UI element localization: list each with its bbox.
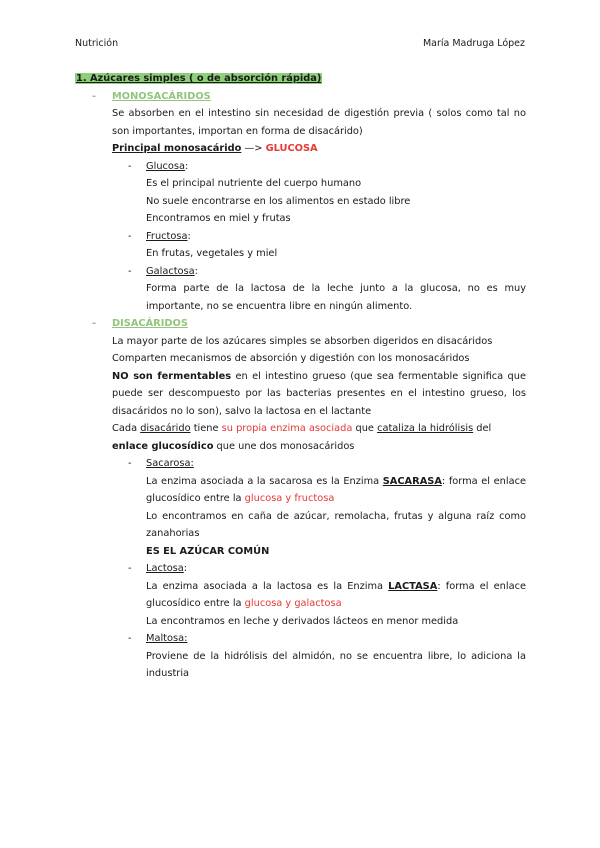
item-line: Proviene de la hidrólisis del almidón, no se encuentra libre, lo adiciona la industria: [146, 650, 526, 679]
document-body: [75, 70, 526, 683]
principal-mono-line: [75, 140, 526, 158]
di-paragraph-fermentables: [75, 368, 526, 421]
item-line: Encontramos en miel y frutas: [146, 213, 291, 224]
page-header: [75, 35, 525, 49]
text-run: Cada: [112, 423, 141, 434]
bullet-dash: -: [128, 230, 132, 242]
arrow: —>: [241, 143, 266, 154]
bullet-dash: -: [128, 458, 132, 469]
item-name: Glucosa: [146, 160, 186, 172]
sacarosa-enzyme-line: [75, 473, 526, 508]
underlined-phrase: disacárido: [140, 423, 191, 434]
list-item-sacarosa: [75, 455, 526, 473]
bullet-dash: -: [128, 563, 132, 574]
di-paragraph: La mayor parte de los azúcares simples se absorben digeridos en disacáridos: [112, 335, 493, 347]
enzyme-name: LACTASA: [388, 580, 438, 592]
principal-value: GLUCOSA: [265, 143, 318, 154]
subheading-label: DISACÁRIDOS: [112, 318, 188, 329]
subheading-disacaridos: [75, 315, 526, 333]
text-run: del: [473, 423, 492, 434]
enzyme-name: SACARASA: [382, 475, 442, 487]
bullet-dash: -: [92, 90, 97, 102]
text-run: La enzima asociada a la sacarosa es la Enzima: [146, 475, 383, 487]
mono-intro: Se absorben en el intestino sin necesidad de digestión previa ( solos como tal no son importantes, importan en forma de disacárido): [112, 108, 526, 137]
text-run: : forma el enlace glucosídico entre la: [146, 580, 526, 609]
text-run: La enzima asociada a la lactosa es la Enzima: [146, 580, 389, 592]
text-run: : forma el enlace glucosídico entre la: [146, 475, 526, 504]
item-name: Sacarosa:: [146, 458, 194, 469]
text-run: tiene: [190, 423, 222, 434]
di-paragraph-enzima: [75, 420, 526, 455]
highlight-phrase: su propia enzima asociada: [221, 423, 353, 434]
text-run: que: [352, 423, 378, 434]
list-item-lactosa: - Lactosa:: [75, 560, 526, 578]
item-line: No suele encontrarse en los alimentos en estado libre: [146, 195, 411, 207]
bold-phrase: enlace glucosídico: [112, 440, 214, 452]
item-name: Maltosa:: [146, 633, 188, 644]
principal-label: Principal monosacárido: [112, 143, 242, 154]
bullet-dash: -: [128, 265, 132, 277]
di-paragraph: Comparten mecanismos de absorción y digestión con los monosacáridos: [112, 353, 470, 364]
text-run: en el intestino grueso (que sea fermentable significa que puede ser descompuesto por las bacterias presentes en el intestino grueso, los disacáridos no lo son), salvo la lactosa en el lactante: [112, 370, 527, 417]
lactosa-enzyme-line: [75, 578, 526, 613]
item-line: En frutas, vegetales y miel: [146, 248, 278, 259]
item-line: La encontramos en leche y derivados lácteos en menor medida: [146, 615, 459, 627]
item-name: Lactosa: [146, 563, 184, 574]
list-item-maltosa: [75, 630, 526, 648]
list-item-glucosa: - Glucosa:: [75, 158, 526, 176]
section-title-row: [75, 70, 526, 88]
subheading-monosacaridos: [75, 88, 526, 106]
item-line-bold: ES EL AZÚCAR COMÚN: [146, 545, 270, 557]
header-author: María Madruga López: [422, 38, 525, 49]
bullet-dash: -: [92, 318, 97, 329]
header-subject: Nutrición: [75, 38, 119, 49]
item-line: Forma parte de la lactosa de la leche junto a la glucosa, no es muy importante, no se encuentra libre en ningún alimento.: [146, 283, 526, 312]
item-name: Galactosa: [146, 265, 195, 277]
list-item-galactosa: - Galactosa:: [75, 263, 526, 281]
bold-phrase: NO son fermentables: [112, 370, 232, 382]
bullet-dash: -: [128, 633, 132, 644]
item-name: Fructosa: [146, 230, 188, 242]
highlight-phrase: glucosa y fructosa: [244, 493, 335, 504]
text-run: que une dos monosacáridos: [213, 440, 355, 452]
bullet-dash: -: [128, 160, 132, 172]
highlight-phrase: glucosa y galactosa: [244, 598, 342, 609]
underlined-phrase: cataliza la hidrólisis: [377, 423, 474, 434]
subheading-label: MONOSACÁRIDOS: [112, 90, 211, 102]
item-line: Es el principal nutriente del cuerpo humano: [146, 178, 362, 189]
section-title: 1. Azúcares simples ( o de absorción rápida): [76, 73, 322, 84]
item-line: Lo encontramos en caña de azúcar, remolacha, frutas y alguna raíz como zanahorias: [146, 510, 526, 539]
list-item-fructosa: - Fructosa:: [75, 228, 526, 246]
